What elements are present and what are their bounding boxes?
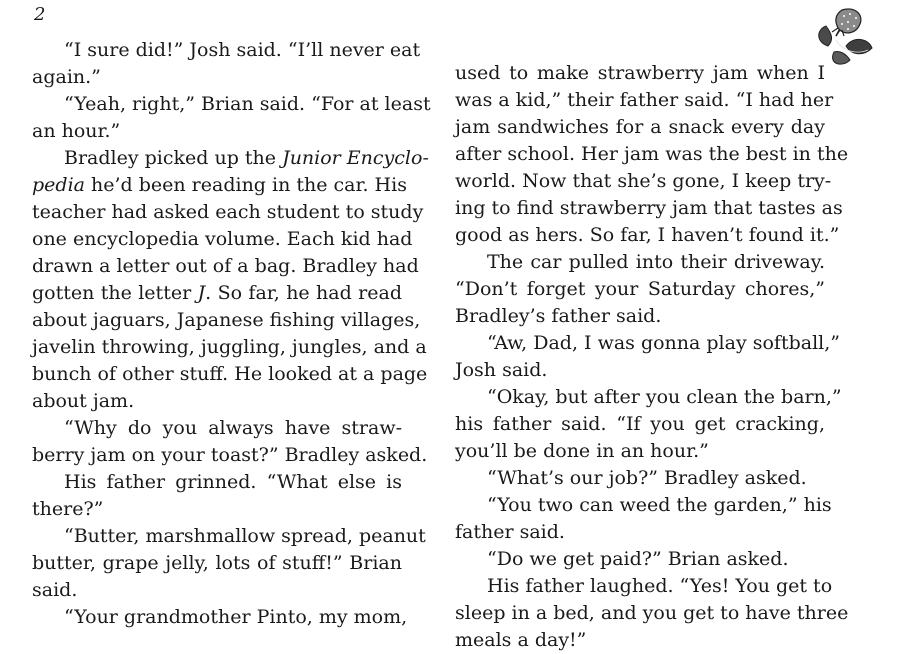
text-line: there?” <box>32 498 104 520</box>
strawberry-ornament-icon <box>814 6 876 68</box>
text-line: an hour.” <box>32 120 121 142</box>
paragraph <box>32 37 421 91</box>
paragraph <box>32 91 431 145</box>
text-line: about jaguars, Japanese fishing villages, <box>32 309 421 331</box>
text-line: “Do we get paid?” Brian asked. <box>487 548 789 570</box>
text-line: said. <box>32 579 78 601</box>
left-column <box>32 37 431 631</box>
text-line: jam sandwiches for a snack every day <box>455 116 825 138</box>
text-line: teacher had asked each student to study <box>32 201 424 223</box>
text-line: “Why do you always have straw- <box>64 417 402 439</box>
paragraph <box>32 469 402 523</box>
paragraph <box>455 492 832 546</box>
text-line: berry jam on your toast?” Bradley asked. <box>32 444 428 466</box>
paragraph <box>455 60 849 249</box>
paragraph <box>455 573 849 654</box>
paragraph <box>455 330 840 384</box>
text-line: “Butter, marshmallow spread, peanut <box>64 525 426 547</box>
paragraph <box>455 384 842 465</box>
text-line: again.” <box>32 66 101 88</box>
text-line: you’ll be done in an hour.” <box>455 440 709 462</box>
text-line: world. Now that she’s gone, I keep try- <box>455 170 832 192</box>
text-line: ing to find strawberry jam that tastes as <box>455 197 843 219</box>
text-line: gotten the letter J. So far, he had read <box>32 282 402 304</box>
text-line: “You two can weed the garden,” his <box>487 494 832 516</box>
text-line: “What’s our job?” Bradley asked. <box>487 467 807 489</box>
page-number: 2 <box>34 4 46 25</box>
paragraph <box>32 145 429 415</box>
paragraph <box>455 249 825 330</box>
text-line: father said. <box>455 521 565 543</box>
text-line: Bradley’s father said. <box>455 305 662 327</box>
paragraph <box>32 415 428 469</box>
text-line: “Don’t forget your Saturday chores,” <box>455 278 825 300</box>
text-line: javelin throwing, juggling, jungles, and a <box>32 336 427 358</box>
text-line: bunch of other stuff. He looked at a page <box>32 363 428 385</box>
text-line: was a kid,” their father said. “I had her <box>455 89 834 111</box>
text-line: “Okay, but after you clean the barn,” <box>487 386 842 408</box>
text-line: The car pulled into their driveway. <box>487 251 825 273</box>
text-line: “I sure did!” Josh said. “I’ll never eat <box>64 39 421 61</box>
text-line: good as hers. So far, I haven’t found it.” <box>455 224 840 246</box>
text-line: Josh said. <box>455 359 548 381</box>
text-line: “Yeah, right,” Brian said. “For at least <box>64 93 431 115</box>
text-line: used to make strawberry jam when I <box>455 62 825 84</box>
text-line: after school. Her jam was the best in the <box>455 143 849 165</box>
text-line: His father grinned. “What else is <box>64 471 402 493</box>
text-line: Bradley picked up the Junior Encyclo- <box>64 147 429 169</box>
right-column <box>455 60 849 654</box>
paragraph <box>32 523 426 604</box>
text-line: His father laughed. “Yes! You get to <box>487 575 833 597</box>
text-line: his father said. “If you get cracking, <box>455 413 825 435</box>
text-line: about jam. <box>32 390 135 412</box>
text-line: drawn a letter out of a bag. Bradley had <box>32 255 419 277</box>
text-line: sleep in a bed, and you get to have three <box>455 602 849 624</box>
text-line: “Aw, Dad, I was gonna play softball,” <box>487 332 840 354</box>
text-line: butter, grape jelly, lots of stuff!” Brian <box>32 552 402 574</box>
text-line: meals a day!” <box>455 629 587 651</box>
paragraph <box>455 546 825 573</box>
paragraph <box>455 465 825 492</box>
text-line: pedia he’d been reading in the car. His <box>32 174 407 196</box>
text-line: “Your grandmother Pinto, my mom, <box>64 606 408 628</box>
paragraph <box>32 604 408 631</box>
text-line: one encyclopedia volume. Each kid had <box>32 228 413 250</box>
